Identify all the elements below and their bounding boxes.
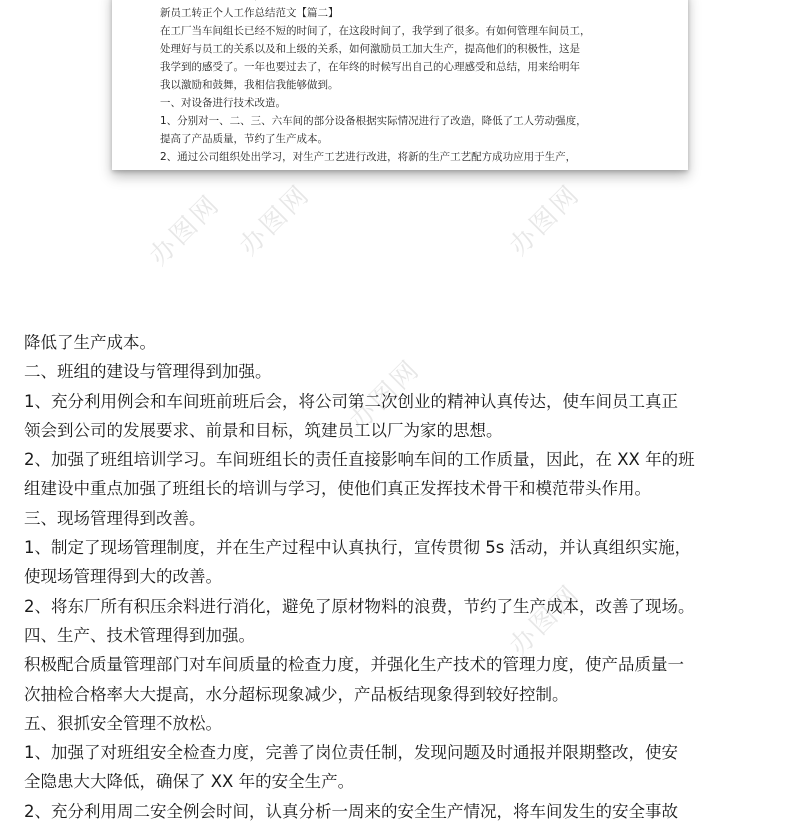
- paragraph-line: 次抽检合格率大大提高，水分超标现象减少，产品板结现象得到较好控制。: [24, 684, 569, 704]
- paragraph-line: 领会到公司的发展要求、前景和目标，筑建员工以厂为家的思想。: [24, 420, 503, 440]
- preview-line: 1、分别对一、二、三、六车间的部分设备根据实际情况进行了改造，降低了工人劳动强度，: [160, 115, 587, 127]
- watermark: 办图网: [233, 178, 317, 262]
- paragraph-line: 2、加强了班组培训学习。车间班组长的责任直接影响车间的工作质量，因此，在 XX 年的班: [24, 450, 695, 470]
- watermark: 办图网: [503, 578, 587, 662]
- preview-line: 提高了产品质量，节约了生产成本。: [160, 133, 328, 145]
- watermark: 办图网: [503, 178, 587, 262]
- section-heading: 四、生产、技术管理得到加强。: [24, 625, 255, 645]
- paragraph-line: 1、充分利用例会和车间班前班后会，将公司第二次创业的精神认真传达，使车间员工真正: [24, 391, 678, 411]
- watermark: 办图网: [343, 353, 427, 437]
- paragraph-line: 全隐患大大降低，确保了 XX 年的安全生产。: [24, 772, 355, 792]
- preview-line: 处理好与员工的关系以及和上级的关系，如何激励员工加大生产，提高他们的积极性，这是: [160, 43, 580, 55]
- document-body: [24, 328, 780, 826]
- paragraph-line: 2、将东厂所有积压余料进行消化，避免了原材物料的浪费，节约了生产成本，改善了现场。: [24, 596, 695, 616]
- section-heading: 五、狠抓安全管理不放松。: [24, 713, 222, 733]
- preview-line: 我学到的感受了。一年也要过去了，在年终的时候写出自己的心理感受和总结，用来给明年: [160, 61, 580, 73]
- paragraph-line: 积极配合质量管理部门对车间质量的检查力度，并强化生产技术的管理力度，使产品质量一: [24, 655, 684, 675]
- preview-section-heading: 一、对设备进行技术改造。: [160, 97, 286, 109]
- paragraph-line: 1、制定了现场管理制度，并在生产过程中认真执行，宣传贯彻 5s 活动，并认真组织实施，: [24, 538, 692, 558]
- preview-line: 我以激励和鼓舞，我相信我能够做到。: [160, 79, 339, 91]
- paragraph-line: 组建设中重点加强了班组长的培训与学习，使他们真正发挥技术骨干和模范带头作用。: [24, 479, 651, 499]
- preview-line: 在工厂当车间组长已经不短的时间了，在这段时间了，我学到了很多。有如何管理车间员工，: [160, 25, 591, 37]
- paragraph-line: 1、加强了对班组安全检查力度，完善了岗位责任制，发现问题及时通报并限期整改，使安: [24, 743, 678, 763]
- document-preview-card: [112, 0, 688, 170]
- watermark: 办图网: [143, 188, 227, 272]
- paragraph-line: 使现场管理得到大的改善。: [24, 567, 222, 587]
- preview-heading: 新员工转正个人工作总结范文【篇二】: [160, 7, 339, 19]
- section-heading: 三、现场管理得到改善。: [24, 508, 206, 528]
- preview-line: 2、通过公司组织处出学习，对生产工艺进行改进，将新的生产工艺配方成功应用于生产，: [160, 151, 577, 163]
- section-heading: 二、班组的建设与管理得到加强。: [24, 362, 272, 382]
- paragraph-line: 降低了生产成本。: [24, 333, 156, 352]
- paragraph-line: 2、充分利用周二安全例会时间，认真分析一周来的安全生产情况，将车间发生的安全事故: [24, 801, 678, 821]
